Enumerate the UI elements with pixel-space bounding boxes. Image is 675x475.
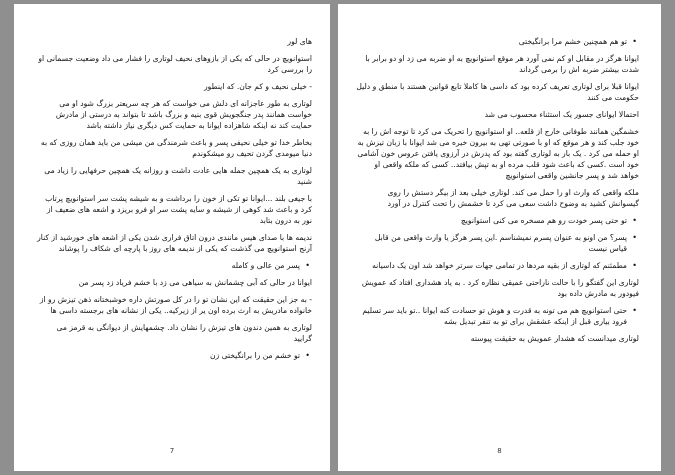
paragraph: - به جز این حقیقت که این نشان تو را در کل صورتش داره خوشبختانه ذهن تیزش رو از خانواده مادریش به ارث برده اون یر از زیرکیه.. یکی از نشانه های برجسته داسی ها: [39, 295, 312, 315]
bullet-paragraph: • پسر من عالی و کامله: [36, 260, 312, 271]
left-page-text: [36, 36, 312, 361]
paragraph: ملکه واقعی که وارث او را حمل می کند. لوتاری خیلی بعد از بیگر دستش را روی گیسوانش کشید به وضوح داشت سعی می کرد تا خشمش را تحت کنترل در آورد: [387, 188, 639, 208]
paragraph: بخاطر خدا تو خیلی نحیفی پسر و باعث شرمندگی من میشی من باید همان روزی که به دنیا میومدی گردن تحیف رو میشکوندم: [40, 138, 312, 158]
paragraph: ایوانا قبلا برای لوتاری تعریف کرده بود که داسی ها کاملا تابع قوانین هستند با منطق و دلیل حکومت می کنند: [356, 82, 639, 102]
paragraph: لوتاری به همین دندون های تیزش را نشان داد. چشمهایش از دیوانگی به قرمز می گرایید: [56, 323, 312, 343]
right-page: [338, 4, 661, 471]
bullet-paragraph: • مطمئنم که لوتاری از بقیه مردها در تمامی جهات سرتر خواهد شد اون یک داسیانه: [356, 260, 639, 271]
paragraph: خشمگین همانند طوفانی خارج از قلعه.. او استوانویچ را تحریک می کرد تا توجه اش را به خود جلب کند و هر موقع که او با صورتی تهی به بیرون خیره می شد ایوانا با زبان تیزش به او حمله می کرد . یک بار به لوتاری گفته بود که پدرش در آرزوی یافتن عروس خون آشامی خود است .کسی که باعث شود قلب مرده او به تپش بیافتد.. کسی که ملکه واقعی او خواهد شد و پسر جانشین واقعی استوانویچ: [357, 127, 639, 180]
paragraph: ایوانا در حالی که آبی چشمانش به سیاهی می زد با خشم فریاد زد پسر من: [78, 278, 312, 287]
bullet-paragraph: • تو حتی پسر خودت رو هم مسخره می کنی استوانویچ: [356, 215, 639, 226]
bullet-paragraph: • تو خشم من را برانگیختی زن: [36, 350, 312, 361]
bullet-paragraph: • پسر؟ من اونو به عنوان پسرم نمیشناسم .این پسر هرگز یا وارث واقعی من قابل قیاس نیست: [356, 232, 639, 254]
paragraph: لوتاری به طور عاجزانه ای دلش می خواست که هر چه سریعتر بزرگ شود او می خواست همانند پدر جنگجویش قوی بنیه و بزرگ باشد تا بتواند به درستی از مادرش حمایت کند نه اینکه شاهزاده ایوانا به حمایت کس دیگری نیاز داشته باشد: [55, 99, 312, 130]
bullet-paragraph: • تو هم همچنین خشم مرا برانگیختی: [356, 36, 639, 47]
paragraph: با جیغی بلند ...ایوانا تو تکی از خون را برداشت و به شیشه پشت سر استوانویچ پرتاب کرد و باعث شد کوهی از شیشه و سایه پشت سر او فرو بریزد و اشعه های ضعیف از نور به درون بتابد: [45, 194, 312, 225]
page-number: 8: [497, 447, 502, 455]
paragraph: - خیلی نحیف و کم جان. که اینطور: [204, 82, 312, 91]
paragraph: ندیمه ها با صدای هیس مانندی درون اتاق فراری شدن یکی از اشعه های خورشید از کنار آرنج استوانویچ می گذشت که یکی از ندیمه های روز با پارچه ای شکاف را پوشاند: [37, 233, 312, 253]
paragraph: لوتاری میدانست که هشدار عمویش به حقیقت پیوسته: [470, 334, 639, 343]
page-number: 7: [169, 447, 175, 455]
paragraph: لوتاری این گفتگو را با حالت ناراحتی عمیقی نظاره کرد . به یاد هشداری افتاد که عمویش فیودور به مادرش داده بود: [361, 278, 639, 298]
paragraph: احتمالا ایوانای جسور یک استثناء محسوب می شد: [484, 110, 639, 119]
paragraph: ایوانا هرگز در مقابل او کم نمی آورد هر موقع استوانویچ به او ضربه می زد او دو برابر با شدت بیشتر ضربه اش را برمی گرداند: [365, 54, 639, 74]
left-page: [14, 4, 330, 471]
paragraph: های لور: [287, 37, 312, 46]
paragraph: استوانویچ در حالی که یکی از بازوهای نحیف لوتاری را فشار می داد وضعیت جسمانی او را بررسی کرد: [38, 54, 312, 74]
paragraph: لوتاری به یک همچین جمله هایی عادت داشت و روزانه یک همچین حرفهایی را زیاد می شنید: [44, 166, 312, 186]
bullet-paragraph: • حتی استوانویچ هم می تونه به قدرت و هوش تو حسادت کنه ایوانا ..تو باید سر تسلیم فرود بیاری قبل از اینکه عشقش برای تو به تنفر تبدیل بشه: [356, 305, 639, 327]
right-page-text: [356, 36, 639, 344]
